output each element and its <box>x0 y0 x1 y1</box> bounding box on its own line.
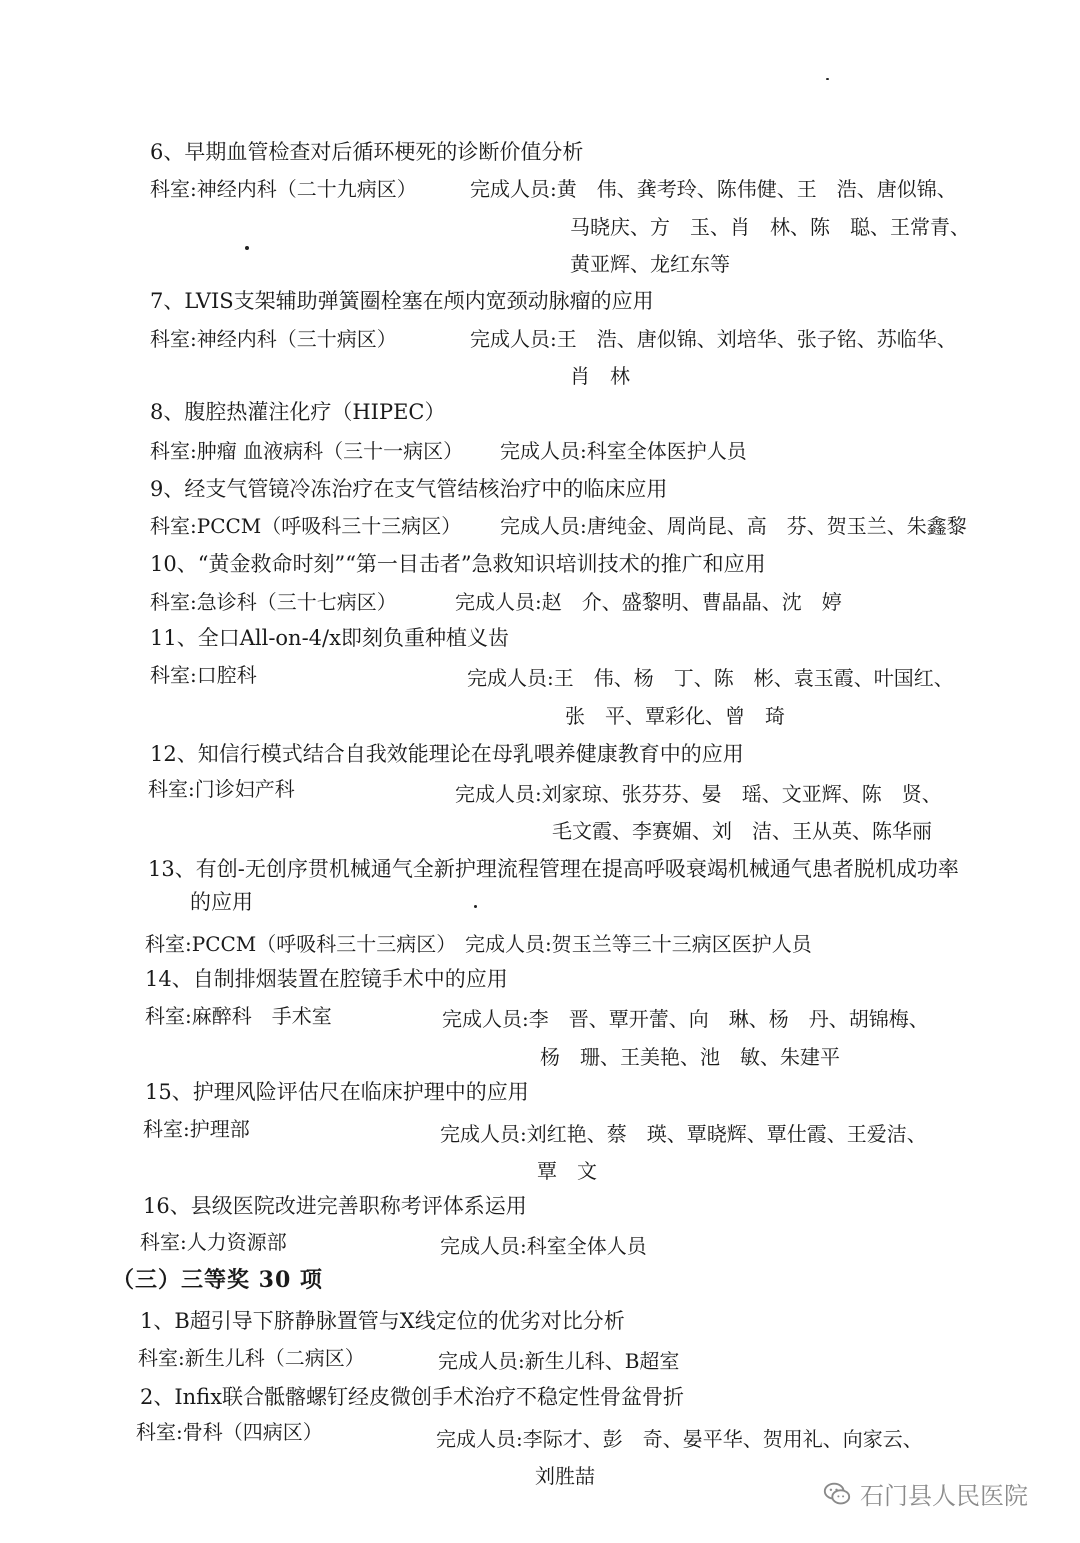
item-12-staff-2: 毛文霞、李赛媚、刘 洁、王从英、陈华丽 <box>552 819 932 843</box>
item-13-title-cont: 的应用 <box>190 890 253 914</box>
watermark <box>822 1476 1028 1511</box>
item-15-staff-2: 覃 文 <box>537 1159 597 1183</box>
item-10-staff-1: 完成人员:赵 介、盛黎明、曹晶晶、沈 婷 <box>455 590 842 614</box>
item3-2-title: 2、Infix联合骶髂螺钉经皮微创手术治疗不稳定性骨盆骨折 <box>140 1385 685 1409</box>
item-9-title: 9、经支气管镜冷冻治疗在支气管结核治疗中的临床应用 <box>150 477 668 501</box>
wechat-icon <box>822 1479 852 1509</box>
item-12-staff-1: 完成人员:刘家琼、张芬芬、晏 瑶、文亚辉、陈 贤、 <box>455 782 942 806</box>
item3-2-dept: 科室:骨科（四病区） <box>136 1420 323 1444</box>
scan-speck <box>474 905 477 908</box>
item-6-staff-2: 马晓庆、方 玉、肖 林、陈 聪、王常青、 <box>570 215 970 239</box>
item-14-dept: 科室:麻醉科 手术室 <box>145 1004 332 1028</box>
item-6-staff-1: 完成人员:黄 伟、龚考玲、陈伟健、王 浩、唐似锦、 <box>470 177 957 201</box>
item-6-title: 6、早期血管检查对后循环梗死的诊断价值分析 <box>150 140 584 164</box>
item-16-dept: 科室:人力资源部 <box>140 1230 287 1254</box>
scan-speck <box>245 246 249 250</box>
item-15-title: 15、护理风险评估尺在临床护理中的应用 <box>145 1080 529 1104</box>
item3-2-staff-2: 刘胜喆 <box>535 1464 595 1488</box>
item-15-staff-1: 完成人员:刘红艳、蔡 瑛、覃晓辉、覃仕霞、王爱洁、 <box>440 1122 927 1146</box>
item3-1-dept: 科室:新生儿科（二病区） <box>138 1346 365 1370</box>
item-7-staff-1: 完成人员:王 浩、唐似锦、刘培华、张子铭、苏临华、 <box>470 327 957 351</box>
scan-speck <box>826 78 829 80</box>
item3-1-staff-1: 完成人员:新生儿科、B超室 <box>438 1349 680 1373</box>
item3-2-staff-1: 完成人员:李际才、彭 奇、晏平华、贺用礼、向家云、 <box>436 1427 923 1451</box>
item-9-staff-1: 完成人员:唐纯金、周尚昆、高 芬、贺玉兰、朱鑫黎 <box>500 514 967 538</box>
item-7-staff-2: 肖 林 <box>570 364 630 388</box>
item-14-title: 14、自制排烟装置在腔镜手术中的应用 <box>145 967 508 991</box>
item-10-title: 10、“黄金救命时刻”“第一目击者”急救知识培训技术的推广和应用 <box>150 552 766 576</box>
item-12-title: 12、知信行模式结合自我效能理论在母乳喂养健康教育中的应用 <box>150 742 744 766</box>
item-7-title: 7、LVIS支架辅助弹簧圈栓塞在颅内宽颈动脉瘤的应用 <box>150 289 654 313</box>
item-15-dept: 科室:护理部 <box>143 1117 250 1141</box>
section-3-heading: （三）三等奖 30 项 <box>112 1267 323 1293</box>
item-13-dept: 科室:PCCM（呼吸科三十三病区） <box>145 932 457 956</box>
item-13-staff-1: 完成人员:贺玉兰等三十三病区医护人员 <box>465 932 812 956</box>
item-14-staff-2: 杨 珊、王美艳、池 敏、朱建平 <box>540 1045 840 1069</box>
item-16-staff-1: 完成人员:科室全体人员 <box>440 1234 647 1258</box>
item-16-title: 16、县级医院改进完善职称考评体系运用 <box>143 1194 527 1218</box>
item-9-dept: 科室:PCCM（呼吸科三十三病区） <box>150 514 462 538</box>
item-10-dept: 科室:急诊科（三十七病区） <box>150 590 397 614</box>
item-8-staff-1: 完成人员:科室全体医护人员 <box>500 439 747 463</box>
item-8-title: 8、腹腔热灌注化疗（HIPEC） <box>150 400 446 424</box>
watermark-text: 石门县人民医院 <box>860 1482 1028 1510</box>
item-8-dept: 科室:肿瘤 血液病科（三十一病区） <box>150 439 464 463</box>
item-13-title: 13、有创-无创序贯机械通气全新护理流程管理在提高呼吸衰竭机械通气患者脱机成功率 <box>148 857 959 881</box>
item-6-dept: 科室:神经内科（二十九病区） <box>150 177 417 201</box>
item-11-dept: 科室:口腔科 <box>150 663 257 687</box>
item-11-staff-2: 张 平、覃彩化、曾 琦 <box>565 704 785 728</box>
item-12-dept: 科室:门诊妇产科 <box>148 777 295 801</box>
item-11-staff-1: 完成人员:王 伟、杨 丁、陈 彬、袁玉霞、叶国红、 <box>467 666 954 690</box>
item-11-title: 11、全口All-on-4/x即刻负重种植义齿 <box>150 626 509 650</box>
item3-1-title: 1、B超引导下脐静脉置管与X线定位的优劣对比分析 <box>140 1309 625 1333</box>
item-7-dept: 科室:神经内科（三十病区） <box>150 327 397 351</box>
item-14-staff-1: 完成人员:李 晋、覃开蕾、向 琳、杨 丹、胡锦梅、 <box>442 1007 929 1031</box>
item-6-staff-3: 黄亚辉、龙红东等 <box>570 252 730 276</box>
